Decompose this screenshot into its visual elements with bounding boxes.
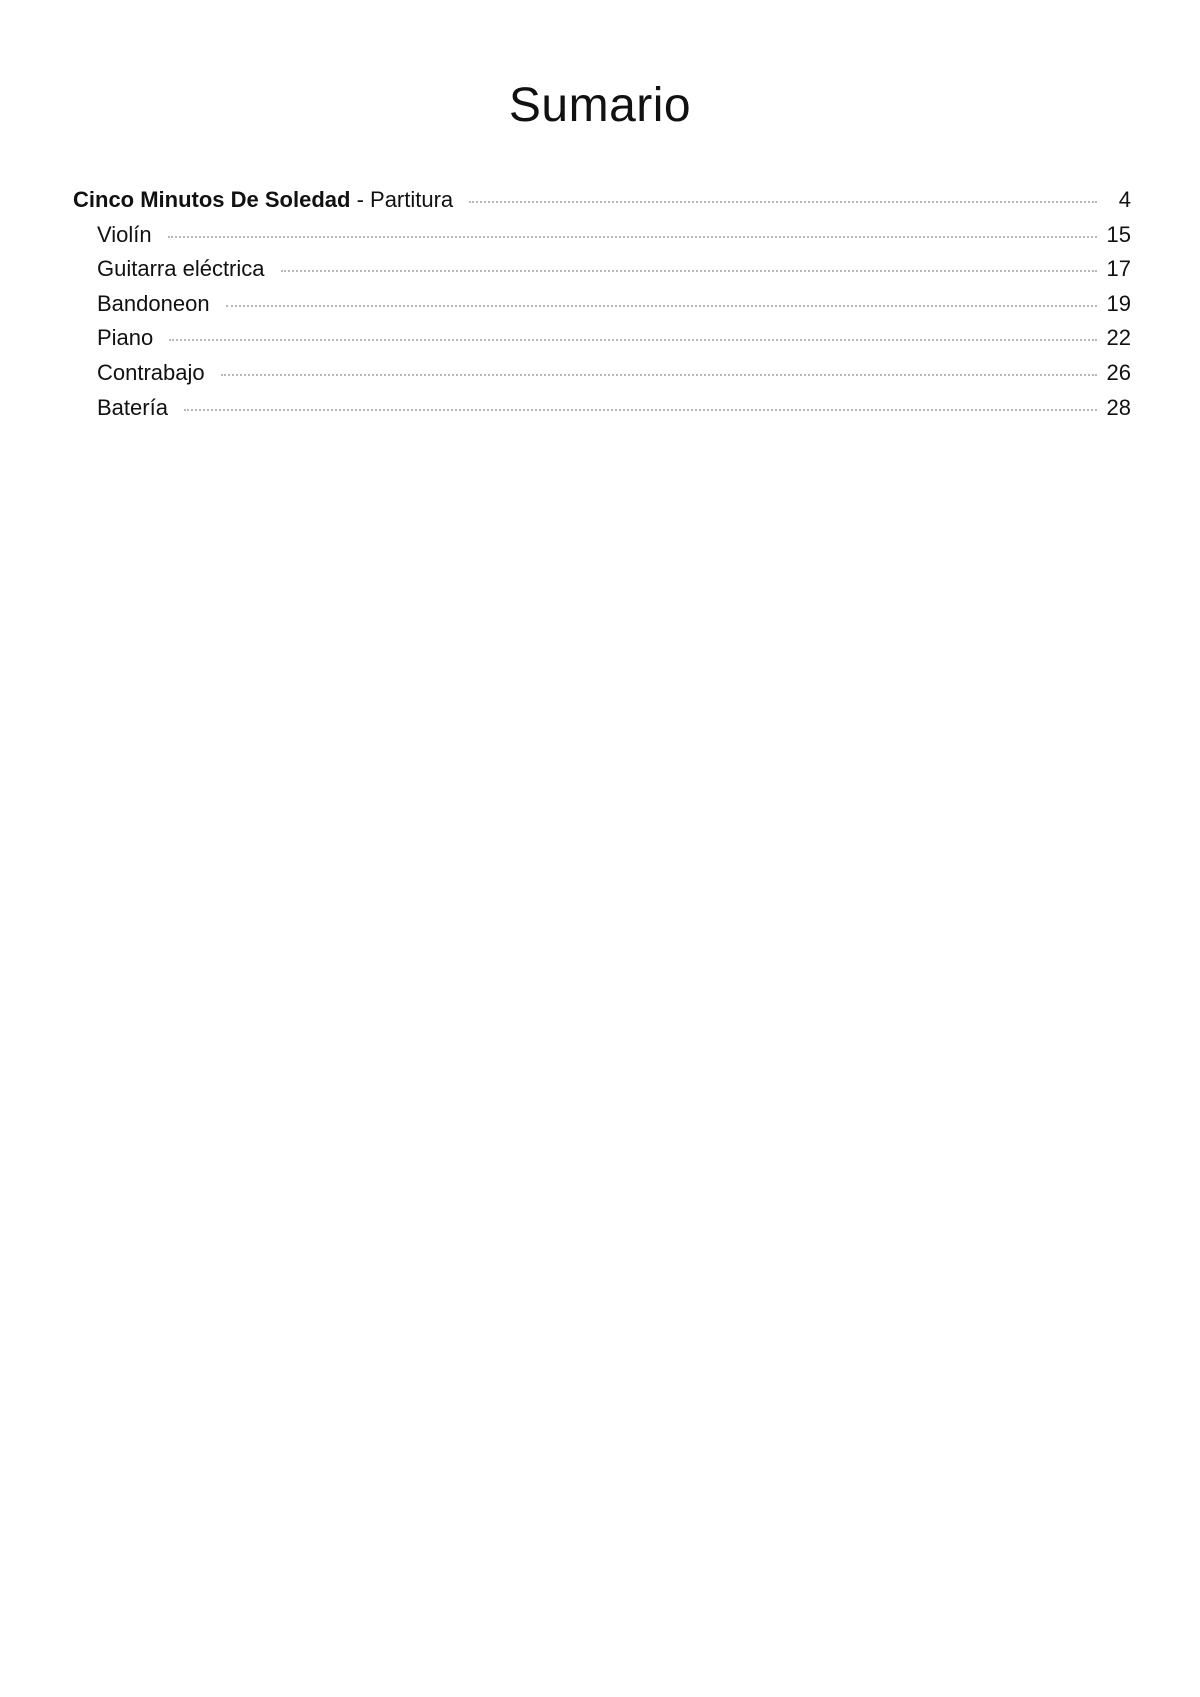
toc-entry-label: Bandoneon [97,290,210,316]
dot-leader [184,409,1097,411]
page-title: Sumario [508,79,692,132]
toc-entry-label: Batería [97,394,168,420]
table-of-contents [73,183,1131,425]
dot-leader [226,305,1097,307]
toc-entry-score[interactable] [73,183,1131,218]
dot-leader [281,270,1097,272]
toc-entry-label: Guitarra eléctrica [97,256,265,282]
toc-entry-page: 22 [1106,325,1131,351]
toc-entry-page: 4 [1118,187,1131,212]
dot-leader [168,236,1097,238]
dot-leader [169,339,1096,341]
toc-entry-drums[interactable] [73,391,1131,426]
toc-entry-label: Piano [97,325,154,351]
toc-entry-page: 15 [1106,221,1131,247]
toc-entry-page: 28 [1106,394,1131,420]
dot-leader [469,201,1097,203]
toc-entry-label [73,183,453,218]
toc-entry-electric-guitar[interactable] [73,252,1131,287]
toc-entry-violin[interactable] [73,218,1131,253]
dot-leader [221,374,1097,376]
toc-entry-subtitle: - Partitura [350,187,454,212]
toc-entry-page: 17 [1106,256,1131,282]
toc-entry-label: Violín [97,221,152,247]
toc-entry-double-bass[interactable] [73,356,1131,391]
toc-entry-title: Cinco Minutos De Soledad [73,187,351,212]
toc-entry-page: 26 [1106,359,1131,385]
toc-entry-bandoneon[interactable] [73,287,1131,322]
toc-entry-page: 19 [1106,290,1131,316]
toc-entry-piano[interactable] [73,321,1131,356]
toc-entry-label: Contrabajo [97,359,205,385]
